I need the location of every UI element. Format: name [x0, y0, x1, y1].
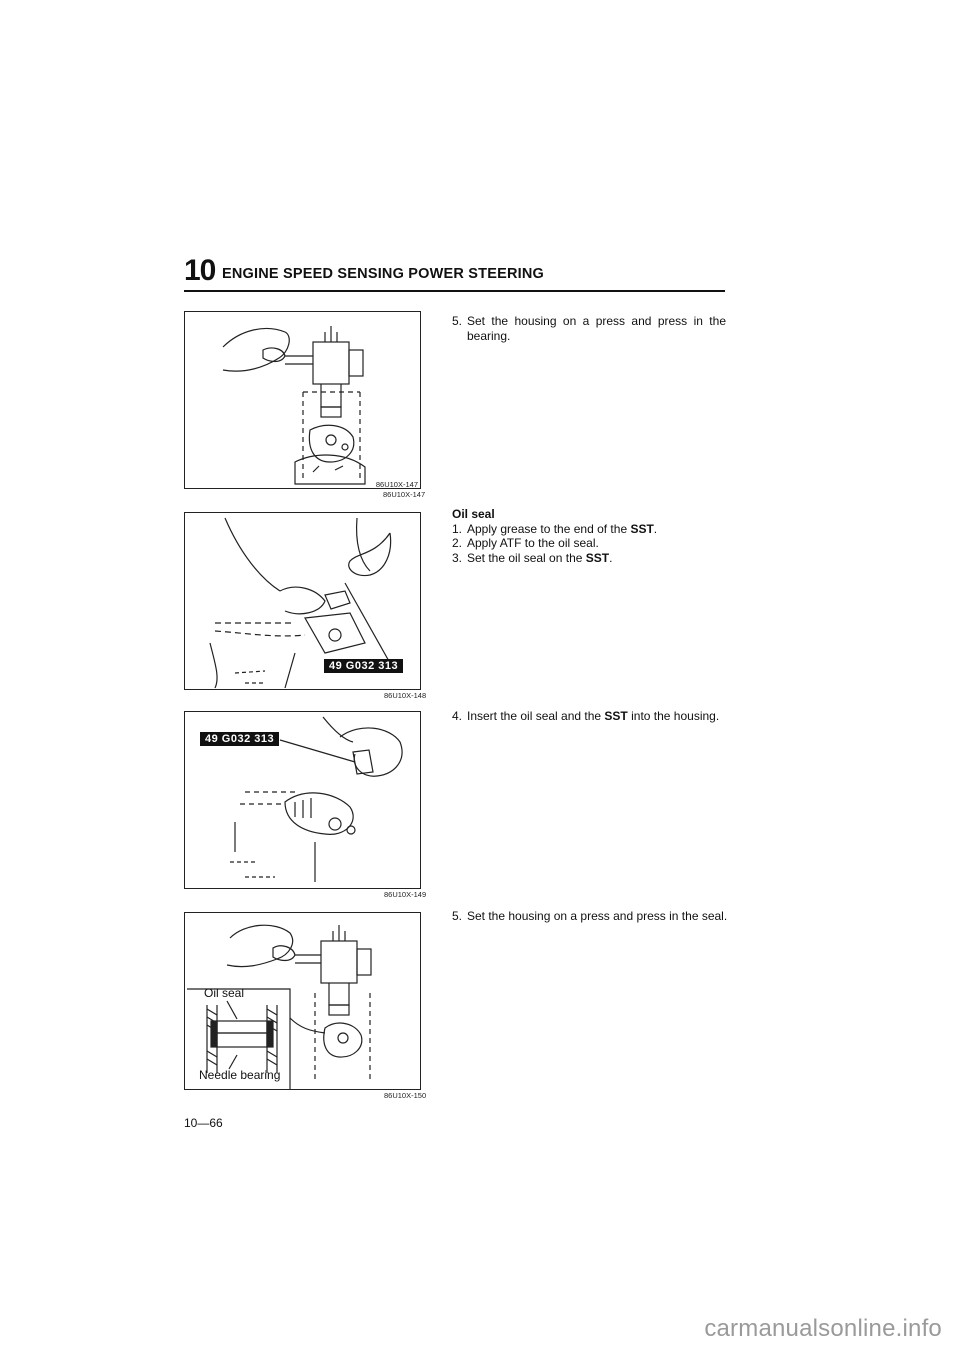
instructions-oil-seal: [452, 507, 726, 565]
step-text: Set the housing on a press and press in the bearing.: [467, 314, 726, 343]
illustration-press-seal: [185, 913, 421, 1090]
sst-label: 49 G032 313: [324, 659, 403, 673]
illustration-press-bearing: [185, 312, 421, 489]
chapter-title: ENGINE SPEED SENSING POWER STEERING: [222, 266, 545, 282]
page-number: 10—66: [184, 1116, 223, 1130]
step-item: 3. Set the oil seal on the SST.: [452, 550, 613, 565]
instructions-press-seal: [452, 909, 736, 924]
step-item: 1. Apply grease to the end of the SST.: [452, 521, 658, 536]
instructions-bearing: [452, 314, 726, 343]
figure-code-label: 86U10X-147: [383, 490, 426, 499]
figure-press-bearing: [184, 311, 421, 489]
callout-oil-seal: Oil seal: [204, 986, 245, 1000]
step-item: [452, 314, 726, 343]
step-item: 2. Apply ATF to the oil seal.: [452, 536, 599, 550]
figure-press-seal: [184, 912, 421, 1090]
chapter-number: 10: [184, 254, 216, 287]
figure-code-label: 86U10X-148: [384, 691, 427, 700]
figure-code-label: 86U10X-149: [384, 890, 427, 899]
instructions-insert: [452, 709, 732, 724]
figure-code: 86U10X-147: [375, 480, 418, 489]
callout-needle-bearing: Needle bearing: [199, 1068, 281, 1082]
section-heading: Oil seal: [452, 507, 495, 521]
chapter-header: [184, 254, 725, 288]
step-number: 5.: [452, 314, 463, 328]
header-rule: [184, 290, 725, 292]
step-item: 4. Insert the oil seal and the SST into the housing.: [452, 709, 720, 723]
sst-label: 49 G032 313: [200, 732, 279, 746]
watermark: carmanualsonline.info: [704, 1315, 942, 1342]
step-item: 5. Set the housing on a press and press in the seal.: [452, 909, 728, 923]
figure-code-label: 86U10X-150: [384, 1091, 427, 1100]
step-text: Set the housing on a press and press in the seal.: [467, 909, 728, 923]
